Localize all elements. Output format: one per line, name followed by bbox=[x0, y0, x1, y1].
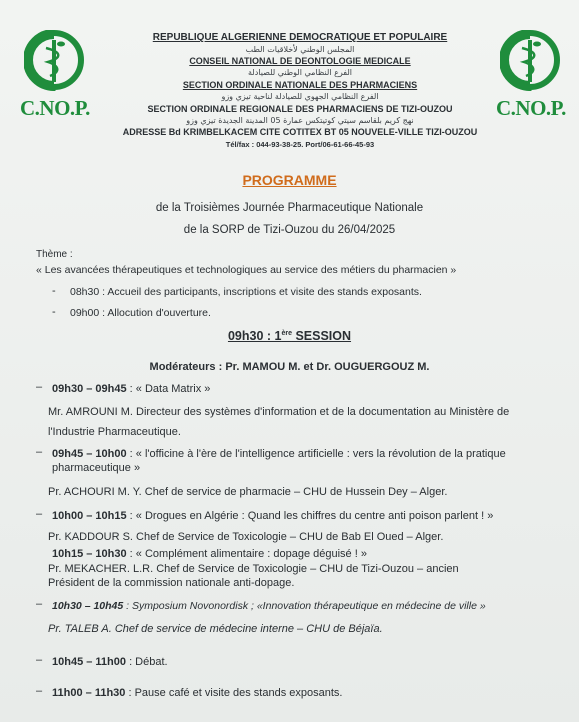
item-speaker: Pr. MEKACHER. L.R. Chef de Service de Toxicologie – CHU de Tizi-Ouzou – ancien bbox=[48, 563, 459, 575]
item-speaker-cont: Président de la commission nationale anti-dopage. bbox=[48, 577, 295, 589]
item-speaker: Pr. KADDOUR S. Chef de Service de Toxicologie – CHU de Bab El Oued – Alger. bbox=[48, 531, 444, 543]
event-subtitle-2: de la SORP de Tizi-Ouzou du 26/04/2025 bbox=[183, 224, 396, 236]
item-speaker: Pr. ACHOURI M. Y. Chef de service de pharmacie – CHU de Hussein Dey – Alger. bbox=[48, 486, 448, 498]
address-arabic: نهج كريم بلقاسم سيتي كوتيتكس عمارة 05 المدينة الجديدة تيزي وزو bbox=[186, 116, 414, 125]
logo-text-c: C.N bbox=[20, 96, 55, 120]
programme-item bbox=[52, 656, 168, 669]
programme-item bbox=[52, 687, 342, 700]
bullet-dash: – bbox=[36, 508, 43, 520]
programme-item bbox=[52, 383, 210, 396]
bullet-dash: – bbox=[36, 685, 43, 697]
council-title: CONSEIL NATIONAL DE DEONTOLOGIE MEDICALE bbox=[189, 56, 411, 66]
item-title: : « l'officine à l'ère de l'intelligence artificielle : vers la révolution de la pratique bbox=[126, 448, 506, 460]
item-speaker: Mr. AMROUNI M. Directeur des systèmes d'information et de la documentation au Ministère de bbox=[48, 406, 510, 418]
logo-text-c: C.N bbox=[496, 96, 531, 120]
session-time: 09h30 : 1 bbox=[227, 329, 282, 343]
section-regional-arabic: الفرع النظامي الجهوي للصيادلة لناحية تيزي وزو bbox=[221, 92, 379, 101]
session-sup: ère bbox=[281, 329, 292, 337]
item-time: 09h30 – 09h45 bbox=[52, 383, 127, 395]
item-time: 09h45 – 10h00 bbox=[52, 448, 127, 460]
logo-text-op: O.P. bbox=[54, 96, 90, 120]
moderators: Modérateurs : Pr. MAMOU M. et Dr. OUGUERGOUZ M. bbox=[149, 361, 430, 373]
logo-text-op: O.P. bbox=[530, 96, 566, 120]
item-title: : Débat. bbox=[126, 656, 168, 668]
bullet-dash: – bbox=[36, 598, 43, 610]
item-time: 10h45 – 11h00 bbox=[52, 656, 127, 668]
opening-item: 08h30 : Accueil des participants, inscriptions et visite des stands exposants. bbox=[70, 286, 422, 298]
item-speaker-cont: l'Industrie Pharmaceutique. bbox=[48, 426, 181, 438]
phone-fax: Tél/fax : 044-93-38-25. Port/06-61-66-45-93 bbox=[225, 140, 375, 149]
council-arabic: الفرع النظامي الوطني للصيادلة bbox=[248, 68, 352, 77]
programme-title: PROGRAMME bbox=[242, 172, 337, 188]
theme-label: Thème : bbox=[36, 249, 73, 260]
caduceus-logo-icon bbox=[24, 30, 84, 92]
opening-item: 09h00 : Allocution d'ouverture. bbox=[70, 307, 211, 319]
republic-arabic: المجلس الوطني لأخلاقيات الطب bbox=[245, 45, 355, 54]
bullet-dash: – bbox=[36, 446, 43, 458]
bullet-dash: - bbox=[52, 306, 56, 318]
item-time: 11h00 – 11h30 bbox=[52, 687, 126, 699]
section-national: SECTION ORDINALE NATIONALE DES PHARMACIENS bbox=[182, 80, 418, 90]
bullet-dash: - bbox=[52, 285, 56, 297]
programme-item bbox=[52, 600, 486, 613]
section-regional: SECTION ORDINALE REGIONALE DES PHARMACIENS DE TIZI-OUZOU bbox=[147, 104, 453, 114]
cnop-logo-left bbox=[20, 30, 88, 119]
item-time: 10h30 – 10h45 bbox=[52, 600, 124, 612]
item-time: 10h15 – 10h30 bbox=[52, 548, 127, 560]
republic-title: REPUBLIQUE ALGERIENNE DEMOCRATIQUE ET POPULAIRE bbox=[152, 32, 448, 43]
programme-item bbox=[52, 510, 493, 523]
item-title-cont: pharmaceutique » bbox=[52, 462, 141, 474]
item-title: : « Data Matrix » bbox=[126, 383, 211, 395]
caduceus-logo-icon bbox=[500, 30, 560, 92]
theme-text: « Les avancées thérapeutiques et technologiques au service des métiers du pharmacien » bbox=[36, 264, 457, 276]
cnop-logo-right bbox=[496, 30, 564, 119]
item-title: : « Complément alimentaire : dopage déguisé ! » bbox=[126, 548, 367, 560]
bullet-dash: – bbox=[36, 654, 43, 666]
item-title: : Pause café et visite des stands exposants. bbox=[125, 687, 343, 699]
address: ADRESSE Bd KRIMBELKACEM CITE COTITEX BT 05 NOUVELE-VILLE TIZI-OUZOU bbox=[122, 127, 478, 137]
item-title: : « Drogues en Algérie : Quand les chiffres du centre anti poison parlent ! » bbox=[126, 510, 494, 522]
event-subtitle-1: de la Troisièmes Journée Pharmaceutique Nationale bbox=[155, 202, 424, 214]
session-title bbox=[0, 329, 579, 343]
item-speaker: Pr. TALEB A. Chef de service de médecine interne – CHU de Béjaïa. bbox=[48, 623, 383, 635]
bullet-dash: – bbox=[36, 381, 43, 393]
session-label: SESSION bbox=[291, 329, 352, 343]
item-title: : Symposium Novonordisk ; «Innovation thérapeutique en médecine de ville » bbox=[123, 600, 486, 612]
programme-item bbox=[52, 448, 506, 461]
programme-item bbox=[52, 548, 367, 561]
item-time: 10h00 – 10h15 bbox=[52, 510, 127, 522]
